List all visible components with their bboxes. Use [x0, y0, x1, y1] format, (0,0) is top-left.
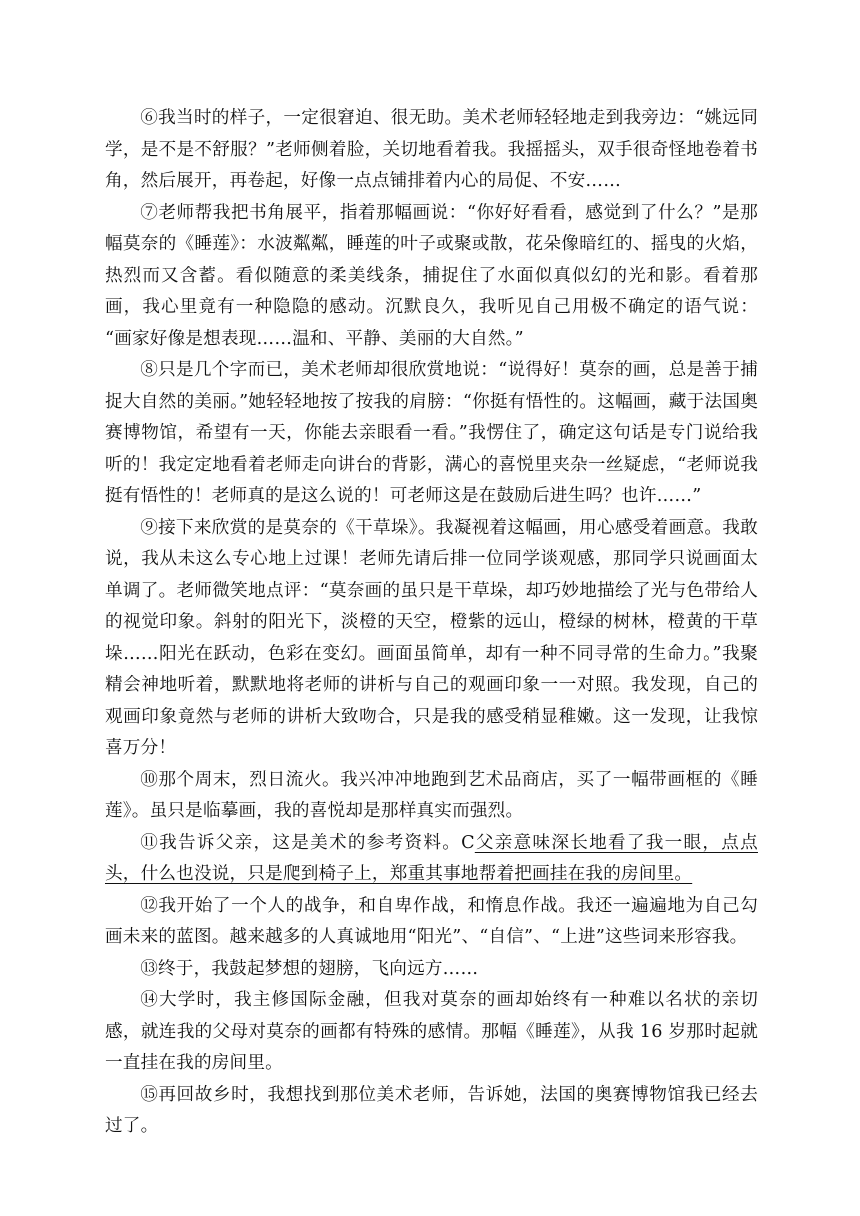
- paragraph-6: ⑥我当时的样子，一定很窘迫、很无助。美术老师轻轻地走到我旁边：“姚远同学，是不是不舒服？”老师侧着脸，关切地看着我。我摇摇头，双手很奇怪地卷着书角，然后展开，再卷起，好像一点点铺排着内心的局促、不安……: [105, 108, 758, 191]
- underlined-sentence-c: 父亲意味深长地看了我一眼，点点头，什么也没说，只是爬到椅子上，郑重其事地帮着把画挂在我的房间里。: [105, 832, 758, 884]
- paragraph-7: ⑦老师帮我把书角展平，指着那幅画说：“你好好看看，感觉到了什么？”是那幅莫奈的《睡莲》：水波粼粼，睡莲的叶子或聚或散，花朵像暗红的、摇曳的火焰，热烈而又含蓄。看似随意的柔美线条，捕捉住了水面似真似幻的光和影。看着那画，我心里竟有一种隐隐的感动。沉默良久，我听见自己用极不确定的语气说： “画家好像是想表现……温和、平静、美丽的大自然。”: [105, 202, 758, 349]
- paragraph-8: ⑧只是几个字而已，美术老师却很欣赏地说：“说得好！莫奈的画，总是善于捕捉大自然的美丽。”她轻轻地按了按我的肩膀：“你挺有悟性的。这幅画，藏于法国奥赛博物馆，希望有一天，你能去亲眼看一看。”我愣住了，确定这句话是专门说给我听的！我定定地看着老师走向讲台的背影，满心的喜悦里夹杂一丝疑虑，“老师说我挺有悟性的！老师真的是这么说的！可老师这是在鼓励后进生吗？也许……”: [105, 360, 758, 506]
- paragraph-11-lead: ⑪我告诉父亲，这是美术的参考资料。C: [140, 832, 475, 853]
- paragraph-13: ⑬终于，我鼓起梦想的翅膀，飞向远方……: [140, 958, 479, 979]
- paragraph-12: ⑫我开始了一个人的战争，和自卑作战，和惰息作战。我还一遍遍地为自己勾画未来的蓝图。越来越多的人真诚地用“阳光”、“自信”、“上进”这些词来形容我。: [105, 895, 758, 947]
- paragraph-15: ⑮再回故乡时，我想找到那位美术老师，告诉她，法国的奥赛博物馆我已经去过了。: [105, 1084, 758, 1136]
- paragraph-9: ⑨接下来欣赏的是莫奈的《干草垛》。我凝视着这幅画，用心感受着画意。我敢说，我从未这么专心地上过课！老师先请后排一位同学谈观感，那同学只说画面太单调了。老师微笑地点评：“莫奈画的虽只是干草垛，却巧妙地描绘了光与色带给人的视觉印象。斜射的阳光下，淡橙的天空，橙紫的远山，橙绿的树林，橙黄的干草垛……阳光在跃动，色彩在变幻。画面虽简单，却有一种不同寻常的生命力。”我聚精会神地听着，默默地将老师的讲析与自己的观画印象一一对照。我发现，自己的观画印象竟然与老师的讲析大致吻合，只是我的感受稍显稚嫩。这一发现，让我惊喜万分！: [105, 517, 758, 758]
- paragraph-11: [105, 828, 758, 891]
- paragraph-10: ⑩那个周末，烈日流火。我兴冲冲地跑到艺术品商店，买了一幅带画框的《睡莲》。虽只是临摹画，我的喜悦却是那样真实而强烈。: [105, 769, 758, 821]
- paragraph-14: ⑭大学时，我主修国际金融，但我对莫奈的画却始终有一种难以名状的亲切感，就连我的父母对莫奈的画都有特殊的感情。那幅《睡莲》，从我 16 岁那时起就一直挂在我的房间里。: [105, 990, 758, 1073]
